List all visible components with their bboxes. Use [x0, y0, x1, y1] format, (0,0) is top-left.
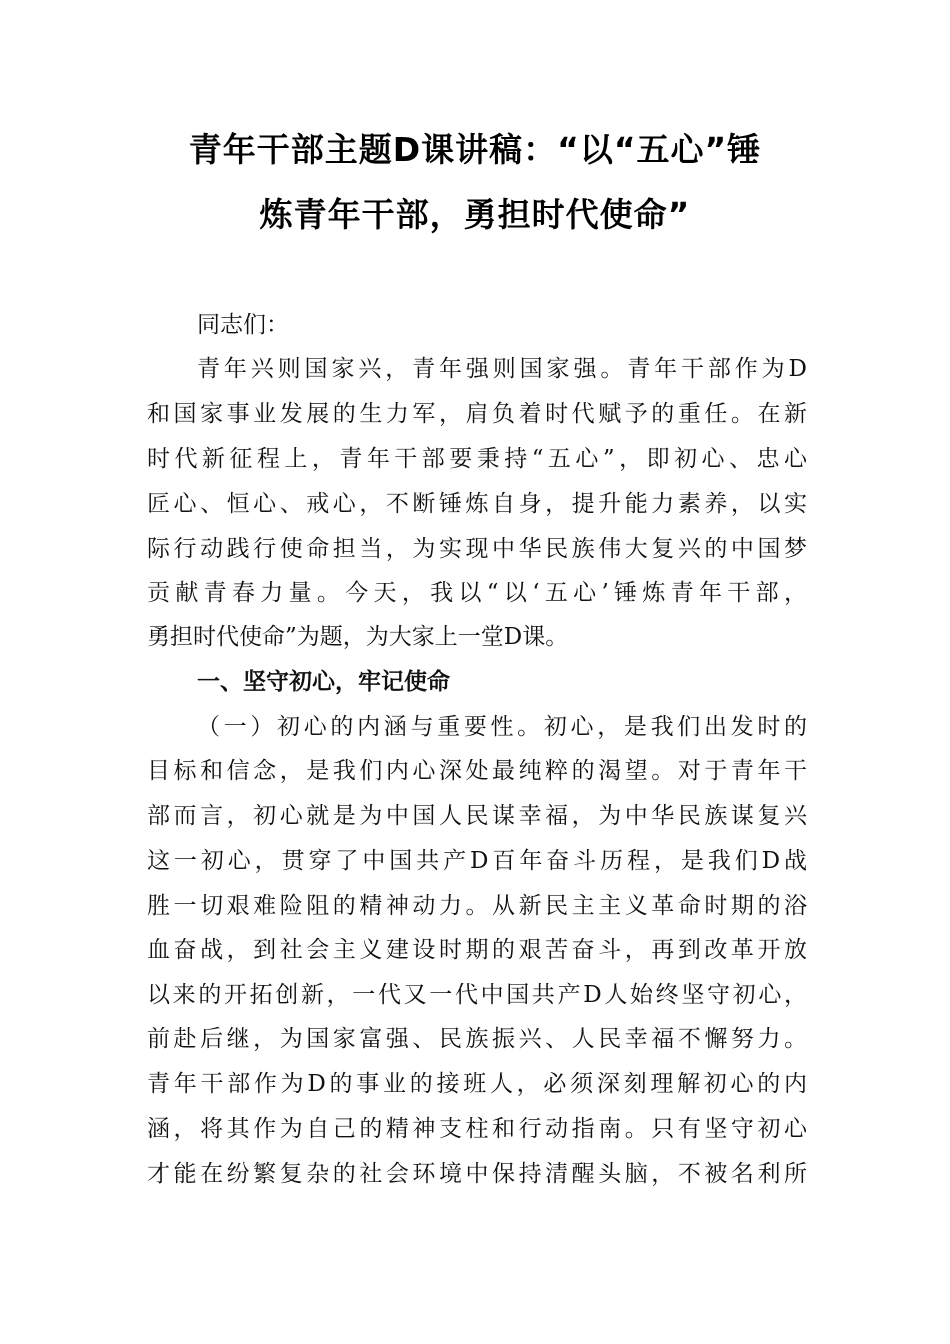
body-line: 和国家事业发展的生力军，肩负着时代赋予的重任。在新	[147, 401, 807, 427]
body-line: 际行动践行使命担当，为实现中华民族伟大复兴的中国梦	[147, 536, 807, 562]
body-line: 部而言，初心就是为中国人民谋幸福，为中华民族谋复兴	[147, 803, 807, 829]
body-line: 以来的开拓创新，一代又一代中国共产D人始终坚守初心，	[147, 982, 807, 1008]
body-line: 胜一切艰难险阻的精神动力。从新民主主义革命时期的浴	[147, 893, 807, 919]
body-line: 涵，将其作为自己的精神支柱和行动指南。只有坚守初心	[147, 1116, 807, 1142]
document-title-line-1: 青年干部主题D课讲稿：“以“五心”锤	[188, 130, 762, 169]
body-line: 匠心、恒心、戒心，不断锤炼自身，提升能力素养，以实	[147, 491, 807, 517]
body-line: 目标和信念，是我们内心深处最纯粹的渴望。对于青年干	[147, 758, 807, 784]
document-title-line-2: 炼青年干部，勇担时代使命”	[259, 195, 691, 234]
body-line: 时代新征程上，青年干部要秉持“五心”，即初心、忠心	[147, 446, 807, 472]
body-line: 血奋战，到社会主义建设时期的艰苦奋斗，再到改革开放	[147, 937, 807, 963]
body-line: 青年兴则国家兴，青年强则国家强。青年干部作为D	[197, 356, 807, 382]
body-line: 勇担时代使命”为题，为大家上一堂D课。	[147, 624, 569, 650]
section-heading: 一、坚守初心，牢记使命	[197, 669, 450, 695]
body-line: 贡献青春力量。今天，我以“以‘五心’锤炼青年干部，	[147, 580, 807, 606]
body-line: 青年干部作为D的事业的接班人，必须深刻理解初心的内	[147, 1071, 807, 1097]
body-line: 才能在纷繁复杂的社会环境中保持清醒头脑，不被名利所	[147, 1161, 807, 1187]
body-line: （一）初心的内涵与重要性。初心，是我们出发时的	[197, 714, 807, 740]
body-line: 这一初心，贯穿了中国共产D百年奋斗历程，是我们D战	[147, 848, 807, 874]
body-line: 前赴后继，为国家富强、民族振兴、人民幸福不懈努力。	[147, 1026, 807, 1052]
salutation: 同志们：	[197, 312, 289, 338]
